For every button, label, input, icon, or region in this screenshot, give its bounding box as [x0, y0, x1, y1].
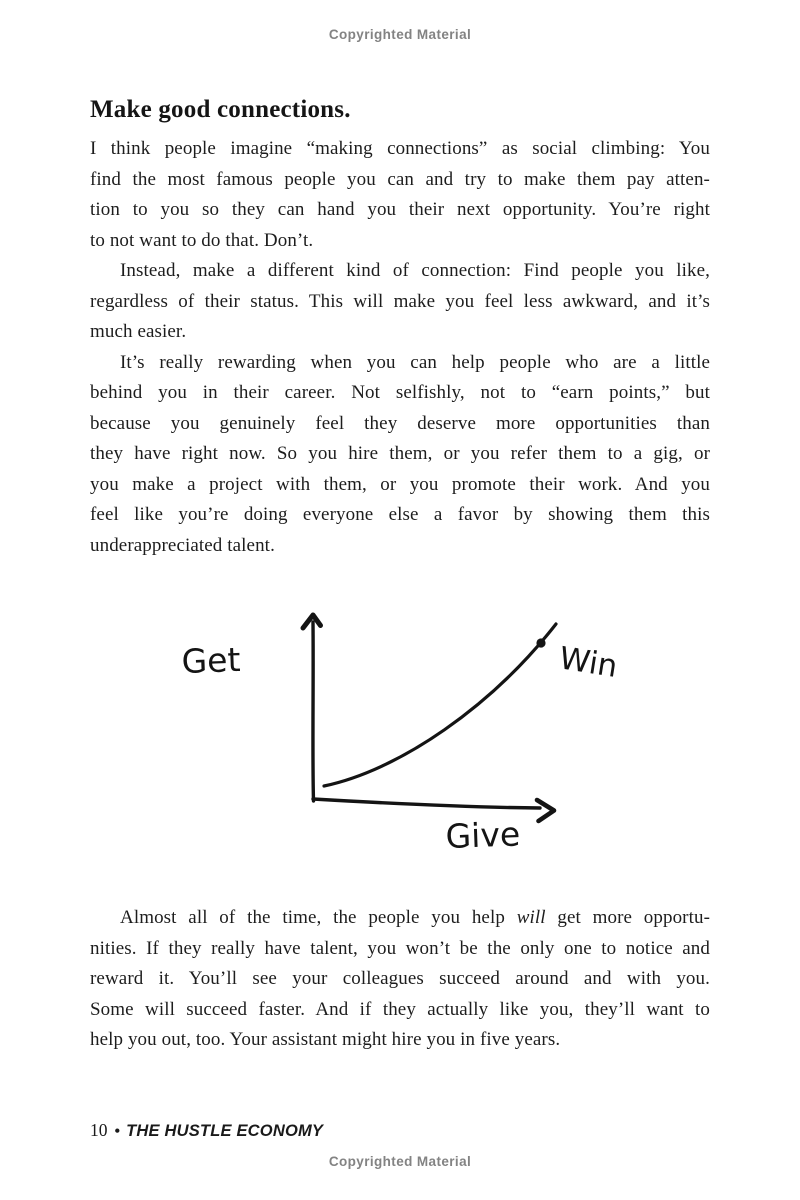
footer-bullet: • — [114, 1123, 121, 1140]
text-line: regardless of their status. This will make you feel less awkward, and it’s — [90, 290, 710, 312]
text-line: Instead, make a different kind of connection: Find people you like, — [120, 260, 710, 281]
copyright-notice-top: Copyrighted Material — [328, 27, 472, 42]
text-line: It’s really rewarding when you can help people who are a little — [120, 351, 710, 373]
text-line: because you genuinely feel they deserve more opportunities than — [90, 412, 710, 434]
text-line: tion to you so they can hand you their next opportunity. You’re right — [90, 199, 710, 220]
text-segment: get more opportu- — [545, 907, 710, 928]
page-number: 10 — [90, 1120, 108, 1140]
text-line: to not want to do that. Don’t. — [90, 229, 314, 251]
text-segment-italic: will — [516, 907, 546, 928]
page-body — [90, 0, 710, 1056]
give-get-curve — [324, 624, 556, 786]
text-line: underappreciated talent. — [90, 534, 275, 556]
text-line: help you out, too. Your assistant might hire you in five years. — [90, 1029, 561, 1050]
x-axis-arrow-icon — [537, 800, 554, 821]
running-footer — [90, 1120, 323, 1141]
text-line: nities. If they really have talent, you won’t be the only one to notice and — [90, 937, 710, 959]
text-line: Some will succeed faster. And if they actually like you, they’ll want to — [90, 998, 710, 1020]
text-line: reward it. You’ll see your colleagues succeed around and with you. — [90, 968, 710, 989]
text-line: you make a project with them, or you promote their work. And you — [90, 473, 710, 495]
hand-drawn-chart — [90, 594, 710, 879]
x-axis — [313, 799, 540, 808]
book-title: THE HUSTLE ECONOMY — [126, 1122, 324, 1140]
y-axis — [313, 622, 314, 801]
text-line: find the most famous people you can and try to make them pay atten- — [90, 168, 710, 190]
text-line: feel like you’re doing everyone else a favor by showing them this — [90, 504, 710, 525]
text-line: much easier. — [90, 321, 187, 342]
win-point-label: Win — [556, 640, 620, 686]
section-heading: Make good connections. — [90, 96, 351, 123]
text-line: I think people imagine “making connections” as social climbing: You — [90, 138, 710, 159]
x-axis-label: Give — [444, 814, 521, 856]
text-line — [90, 903, 710, 934]
win-dot — [536, 638, 545, 647]
y-axis-label: Get — [180, 639, 242, 681]
text-line: they have right now. So you hire them, or you refer them to a gig, or — [90, 443, 710, 464]
text-segment: Almost all of the time, the people you help — [120, 907, 517, 928]
copyright-notice-bottom: Copyrighted Material — [328, 1154, 472, 1169]
text-line: behind you in their career. Not selfishly, not to “earn points,” but — [90, 382, 710, 403]
